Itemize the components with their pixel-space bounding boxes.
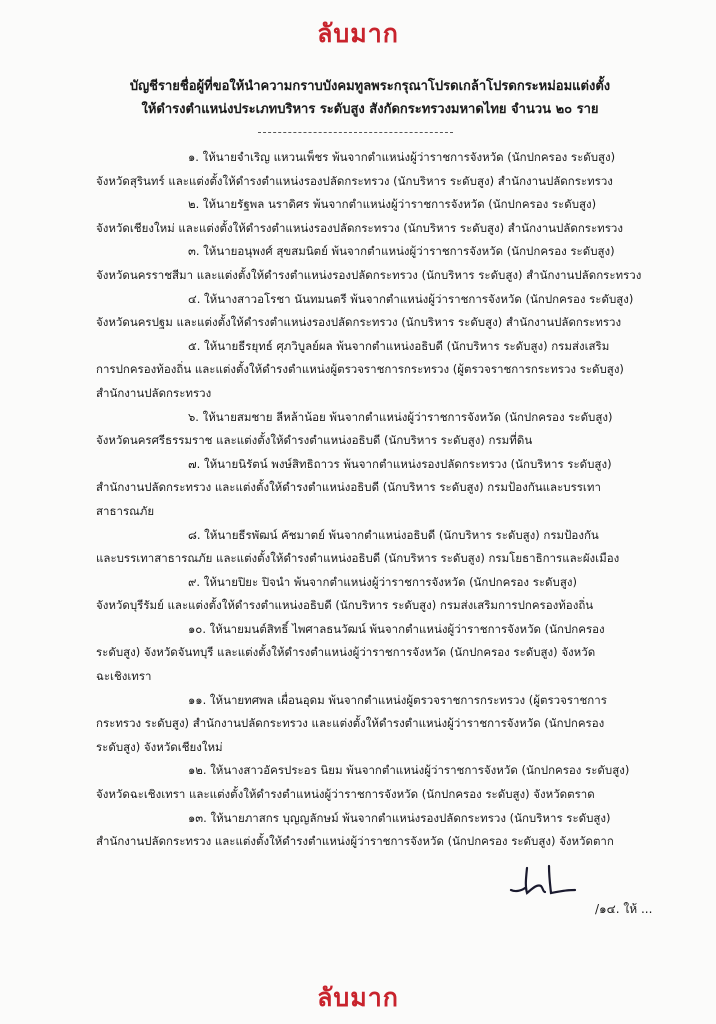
list-item-continuation bbox=[96, 830, 666, 854]
list-item bbox=[96, 288, 666, 335]
appointment-list bbox=[96, 146, 666, 854]
list-item-continuation bbox=[96, 217, 666, 241]
list-item-continuation-line: จังหวัดนครปฐม และแต่งตั้งให้ดำรงตำแหน่งรองปลัดกระทรวง (นักบริหาร ระดับสูง) สำนักงานปลัดกระทรวง bbox=[96, 315, 622, 330]
list-item bbox=[96, 453, 666, 524]
list-item-continuation-line: ฉะเชิงเทรา bbox=[96, 669, 152, 684]
list-item-continuation-line: จังหวัดฉะเชิงเทรา และแต่งตั้งให้ดำรงตำแหน่งผู้ว่าราชการจังหวัด (นักปกครอง ระดับสูง) จังหวัดตราด bbox=[96, 787, 595, 802]
list-item-first-line: ๒. ให้นายรัฐพล นราดิศร พ้นจากตำแหน่งผู้ว่าราชการจังหวัด (นักปกครอง ระดับสูง) bbox=[188, 197, 597, 212]
confidential-stamp-top: ลับมาก bbox=[317, 19, 399, 48]
list-item-first-line: ๗. ให้นายนิรัตน์ พงษ์สิทธิถาวร พ้นจากตำแหน่งรองปลัดกระทรวง (นักบริหาร ระดับสูง) bbox=[188, 456, 612, 471]
list-item-first-line: ๑. ให้นายจำเริญ แหวนเพ็ชร พ้นจากตำแหน่งผู้ว่าราชการจังหวัด (นักปกครอง ระดับสูง) bbox=[188, 150, 616, 164]
list-item-continuation bbox=[96, 264, 666, 288]
list-item-continuation-line: ระดับสูง) จังหวัดเชียงใหม่ bbox=[96, 739, 223, 754]
list-item bbox=[96, 571, 666, 618]
list-item bbox=[96, 689, 666, 760]
list-item-continuation bbox=[96, 594, 666, 618]
list-item-continuation-line: สำนักงานปลัดกระทรวง bbox=[96, 385, 212, 400]
list-item-first-line: ๕. ให้นายธีรยุทธ์ ศุภวิบูลย์ผล พ้นจากตำแหน่งอธิบดี (นักบริหาร ระดับสูง) กรมส่งเสริม bbox=[188, 338, 610, 353]
list-item-first-line: ๑๑. ให้นายทศพล เผื่อนอุดม พ้นจากตำแหน่งผู้ตรวจราชการกระทรวง (ผู้ตรวจราชการ bbox=[188, 692, 607, 707]
signature bbox=[505, 860, 585, 900]
list-item-continuation bbox=[96, 641, 666, 688]
list-item-continuation bbox=[96, 358, 666, 405]
list-item-continuation-line: และบรรเทาสาธารณภัย และแต่งตั้งให้ดำรงตำแหน่งอธิบดี (นักบริหาร ระดับสูง) กรมโยธาธิการและผังเมือง bbox=[96, 551, 620, 566]
list-item bbox=[96, 146, 666, 193]
list-item-continuation-line: ระดับสูง) จังหวัดจันทบุรี และแต่งตั้งให้ดำรงตำแหน่งผู้ว่าราชการจังหวัด (นักปกครอง ระดับสูง) จังหวัด bbox=[96, 645, 596, 660]
list-item-first-line: ๑๐. ให้นายมนต์สิทธิ์ ไพศาลธนวัฒน์ พ้นจากตำแหน่งผู้ว่าราชการจังหวัด (นักปกครอง bbox=[188, 621, 605, 636]
list-item bbox=[96, 406, 666, 453]
list-item-first-line: ๑๓. ให้นายภาสกร บุญญลักษม์ พ้นจากตำแหน่งรองปลัดกระทรวง (นักบริหาร ระดับสูง) bbox=[188, 810, 611, 825]
document-title-line-1: บัญชีรายชื่อผู้ที่ขอให้นำความกราบบังคมทูลพระกรุณาโปรดเกล้าโปรดกระหม่อมแต่งตั้ง bbox=[129, 79, 611, 94]
list-item-continuation bbox=[96, 783, 666, 807]
list-item bbox=[96, 524, 666, 571]
list-item-first-line: ๙. ให้นายปิยะ ปิจนำ พ้นจากตำแหน่งผู้ว่าราชการจังหวัด (นักปกครอง ระดับสูง) bbox=[188, 574, 577, 589]
list-item-continuation-line: จังหวัดนครราชสีมา และแต่งตั้งให้ดำรงตำแหน่งรองปลัดกระทรวง (นักบริหาร ระดับสูง) สำนักงานปลัดกระทรวง bbox=[96, 267, 642, 282]
continuation-marker: /๑๔. ให้ ... bbox=[595, 902, 653, 916]
list-item-continuation bbox=[96, 429, 666, 453]
list-item-continuation-line: จังหวัดนครศรีธรรมราช และแต่งตั้งให้ดำรงตำแหน่งอธิบดี (นักบริหาร ระดับสูง) กรมที่ดิน bbox=[96, 433, 533, 448]
list-item bbox=[96, 759, 666, 806]
list-item-continuation-line: จังหวัดบุรีรัมย์ และแต่งตั้งให้ดำรงตำแหน่งอธิบดี (นักบริหาร ระดับสูง) กรมส่งเสริมการปกครองท้องถิ่น bbox=[96, 598, 594, 613]
list-item-continuation-line: สาธารณภัย bbox=[96, 503, 155, 518]
list-item-continuation-line: กระทรวง ระดับสูง) สำนักงานปลัดกระทรวง และแต่งตั้งให้ดำรงตำแหน่งผู้ว่าราชการจังหวัด (นักปกครอง bbox=[96, 716, 605, 731]
list-item-continuation-line: สำนักงานปลัดกระทรวง และแต่งตั้งให้ดำรงตำแหน่งผู้ว่าราชการจังหวัด (นักปกครอง ระดับสูง) จังหวัดตาก bbox=[96, 834, 614, 849]
list-item-continuation-line: การปกครองท้องถิ่น และแต่งตั้งให้ดำรงตำแหน่งผู้ตรวจราชการกระทรวง (ผู้ตรวจราชการกระทรวง ระดับสูง) bbox=[96, 362, 624, 377]
list-item-continuation bbox=[96, 170, 666, 194]
title-divider bbox=[258, 132, 453, 133]
list-item-continuation bbox=[96, 547, 666, 571]
list-item-first-line: ๓. ให้นายอนุพงศ์ สุขสมนิตย์ พ้นจากตำแหน่งผู้ว่าราชการจังหวัด (นักปกครอง ระดับสูง) bbox=[188, 244, 615, 259]
list-item-continuation bbox=[96, 712, 666, 759]
list-item-continuation-line: สำนักงานปลัดกระทรวง และแต่งตั้งให้ดำรงตำแหน่งอธิบดี (นักบริหาร ระดับสูง) กรมป้องกันและบรรเทา bbox=[96, 480, 601, 495]
list-item bbox=[96, 240, 666, 287]
list-item-continuation bbox=[96, 476, 666, 523]
list-item-continuation bbox=[96, 311, 666, 335]
list-item bbox=[96, 193, 666, 240]
document-title-line-2: ให้ดำรงตำแหน่งประเภทบริหาร ระดับสูง สังกัดกระทรวงมหาดไทย จำนวน ๒๐ ราย bbox=[141, 102, 599, 117]
list-item-continuation-line: จังหวัดสุรินทร์ และแต่งตั้งให้ดำรงตำแหน่งรองปลัดกระทรวง (นักบริหาร ระดับสูง) สำนักงานปลัดกระทรวง bbox=[96, 173, 613, 188]
confidential-stamp-bottom: ลับมาก bbox=[317, 983, 399, 1012]
list-item bbox=[96, 807, 666, 854]
list-item-first-line: ๑๒. ให้นางสาวอัครประอร นิยม พ้นจากตำแหน่งผู้ว่าราชการจังหวัด (นักปกครอง ระดับสูง) bbox=[188, 763, 630, 778]
list-item-continuation-line: จังหวัดเชียงใหม่ และแต่งตั้งให้ดำรงตำแหน่งรองปลัดกระทรวง (นักบริหาร ระดับสูง) สำนักงานปลัดกระทรวง bbox=[96, 220, 623, 235]
list-item-first-line: ๖. ให้นายสมชาย ลีหล้าน้อย พ้นจากตำแหน่งผู้ว่าราชการจังหวัด (นักปกครอง ระดับสูง) bbox=[188, 409, 613, 424]
list-item-first-line: ๔. ให้นางสาวอโรชา นันทมนตรี พ้นจากตำแหน่งผู้ว่าราชการจังหวัด (นักปกครอง ระดับสูง) bbox=[188, 291, 634, 306]
list-item bbox=[96, 618, 666, 689]
list-item-first-line: ๘. ให้นายธีรพัฒน์ คัชมาตย์ พ้นจากตำแหน่งอธิบดี (นักบริหาร ระดับสูง) กรมป้องกัน bbox=[188, 527, 599, 542]
list-item bbox=[96, 335, 666, 406]
